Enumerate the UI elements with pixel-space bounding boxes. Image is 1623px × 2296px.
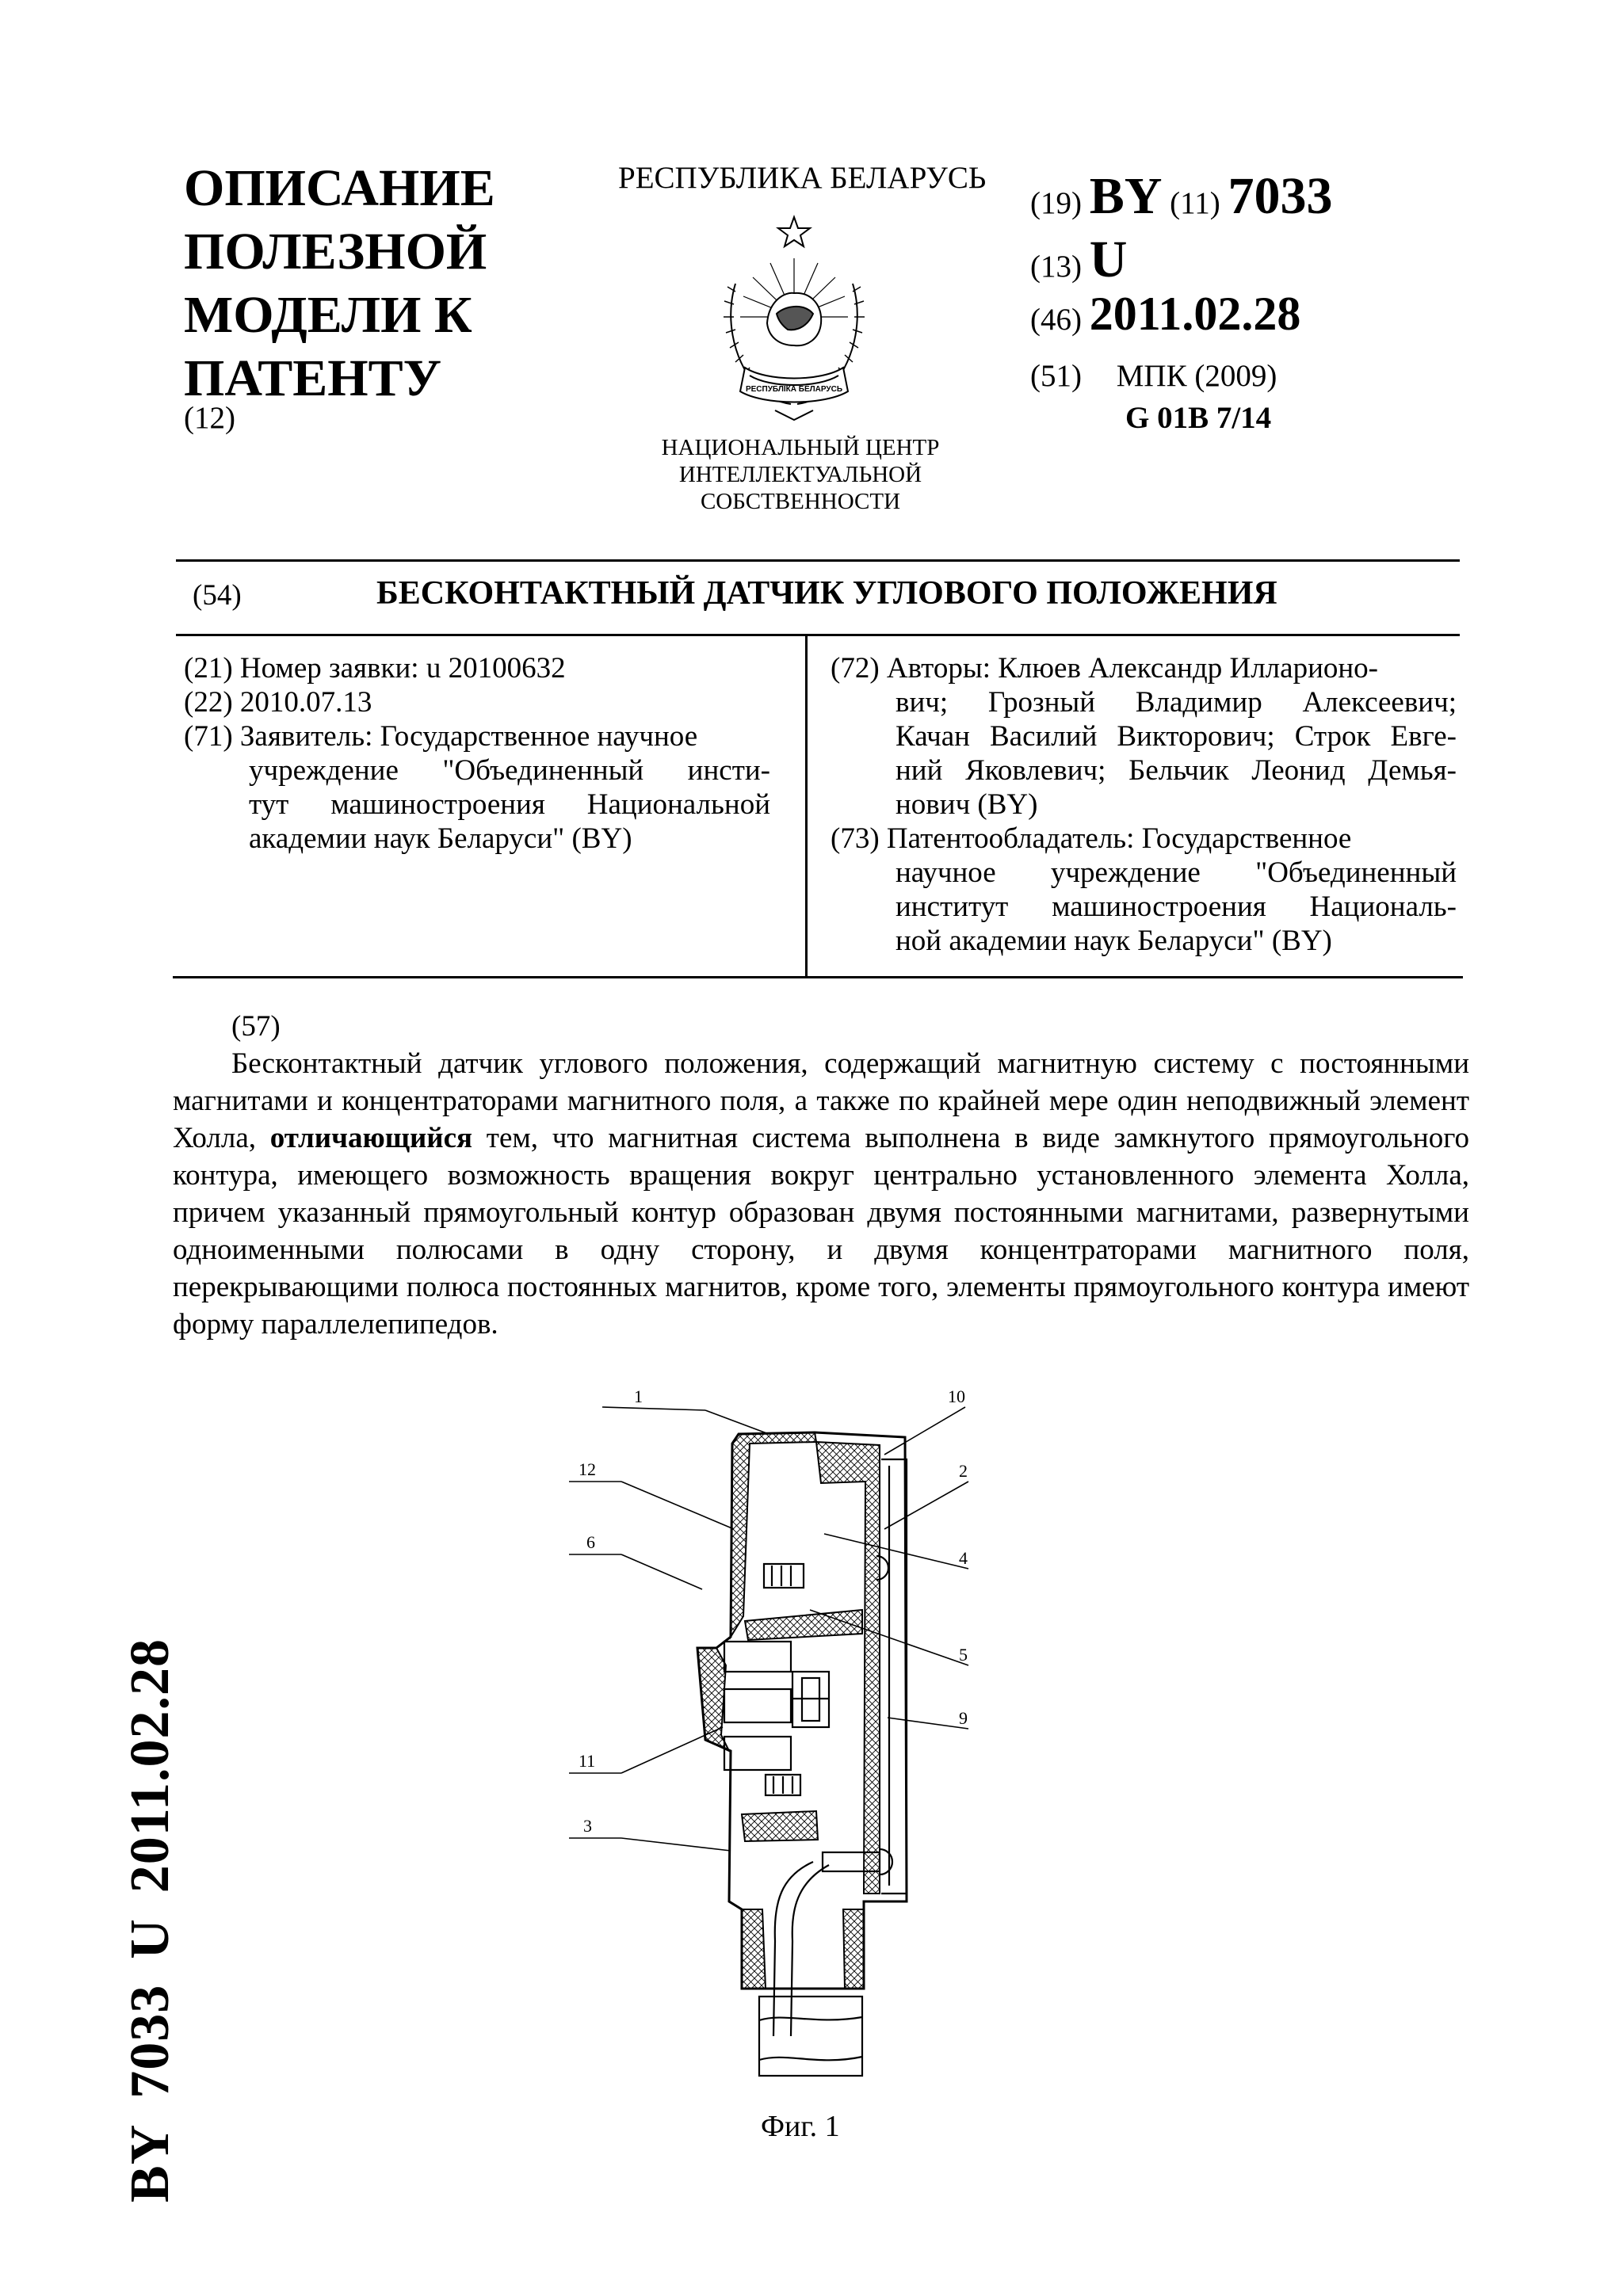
code-12: (12) (184, 401, 235, 435)
field-71-line: академии наук Беларуси" (BY) (249, 822, 632, 855)
state-emblem (712, 212, 876, 428)
ipc-version: МПК (2009) (1116, 359, 1277, 393)
abstract-text-start: Бесконтактный датчик углового положения, содержащий магнитную систему с постоянными магнитами и концентраторами магнитного поля, а также по крайней мере один неподвижный элемент Холла, (173, 1047, 1469, 1154)
document-title (184, 157, 495, 410)
bib-row-51 (1030, 358, 1277, 394)
center-line: ИНТЕЛЛЕКТУАЛЬНОЙ (678, 462, 922, 487)
field-22: (22) 2010.07.13 (184, 686, 372, 719)
figure-label-9: 9 (959, 1708, 968, 1728)
code-57: (57) (231, 1010, 281, 1043)
emblem-ribbon-text: РЕСПУБЛІКА БЕЛАРУСЬ (745, 385, 843, 394)
abstract (173, 1008, 1469, 1343)
country-code: BY (1089, 167, 1163, 225)
code-11: (11) (1170, 186, 1220, 220)
bib-row-19-11 (1030, 166, 1332, 227)
right-fields (831, 651, 1457, 958)
patent-number: 7033 (1228, 167, 1333, 225)
side-date: 2011.02.28 (120, 1638, 181, 1894)
bib-row-46 (1030, 287, 1300, 341)
figure-label-12: 12 (579, 1459, 596, 1479)
bib-row-ipc-class (1125, 400, 1271, 436)
column-divider (805, 635, 808, 978)
ipc-class: G 01B 7/14 (1125, 401, 1272, 435)
figure-label-4: 4 (959, 1548, 968, 1568)
field-72-line: Качан Василий Викторович; Строк Евге- (896, 720, 1457, 753)
invention-title: БЕСКОНТАКТНЫЙ ДАТЧИК УГЛОВОГО ПОЛОЖЕНИЯ (376, 575, 1277, 612)
field-73-line: ной академии наук Беларуси" (BY) (896, 925, 1332, 957)
code-51: (51) (1030, 359, 1082, 393)
figure-label-11: 11 (579, 1751, 596, 1771)
figure-label-2: 2 (959, 1461, 968, 1481)
abstract-text-bold: отличающийся (269, 1122, 473, 1154)
field-71-line: учреждение "Объединенный инсти- (249, 754, 770, 787)
code-19: (19) (1030, 186, 1082, 220)
publication-date: 2011.02.28 (1089, 288, 1301, 340)
side-kind: U (120, 1918, 181, 1959)
field-72: (72) Авторы: Клюев Александр Илларионо- (831, 652, 1378, 685)
figure-label-6: 6 (586, 1532, 595, 1552)
field-73-line: научное учреждение "Объединенный (896, 856, 1457, 889)
center-line: НАЦИОНАЛЬНЫЙ ЦЕНТР (661, 435, 940, 460)
code-54: (54) (193, 579, 242, 612)
figure-label-5: 5 (959, 1645, 968, 1665)
field-73: (73) Патентообладатель: Государственное (831, 822, 1352, 855)
field-72-line: нович (BY) (896, 788, 1038, 821)
side-number: 7033 (120, 1984, 181, 2099)
kind-code: U (1089, 231, 1128, 288)
side-document-id (119, 1613, 182, 2203)
left-fields (184, 651, 770, 856)
figure-caption: Фиг. 1 (761, 2110, 840, 2143)
center-line: СОБСТВЕННОСТИ (700, 489, 901, 514)
divider-top (176, 559, 1460, 562)
side-country: BY (120, 2123, 181, 2203)
document-title-line: МОДЕЛИ К (184, 286, 472, 344)
field-72-line: вич; Грозный Владимир Алексеевич; (896, 686, 1457, 719)
abstract-text-end: тем, что магнитная система выполнена в виде замкнутого прямоугольного контура, имеющего возможность вращения вокруг центрально установленного элемента Холла, причем указанный прямоугольный контур образован двумя постоянными магнитами, развернутыми одноименными полюсами в одну сторону, и двумя концентраторами магнитного поля, перекрывающими полюса постоянных магнитов, кроме того, элементы прямоугольного контура имеют форму параллелепипедов. (173, 1122, 1469, 1341)
field-71-line: тут машиностроения Национальной (249, 788, 770, 821)
national-center (618, 434, 983, 515)
code-46: (46) (1030, 303, 1082, 337)
field-21: (21) Номер заявки: u 20100632 (184, 652, 566, 685)
document-title-line: ПАТЕНТУ (184, 349, 442, 407)
bib-row-13 (1030, 230, 1127, 290)
field-71: (71) Заявитель: Государственное научное (184, 720, 698, 753)
document-title-line: ОПИСАНИЕ (184, 159, 495, 217)
republic-name: РЕСПУБЛИКА БЕЛАРУСЬ (618, 161, 987, 195)
figure-1-drawing (555, 1386, 983, 2084)
figure-label-10: 10 (948, 1386, 965, 1406)
code-13: (13) (1030, 250, 1082, 284)
document-title-line: ПОЛЕЗНОЙ (184, 223, 487, 280)
figure-label-1: 1 (634, 1386, 643, 1406)
field-72-line: ний Яковлевич; Бельчик Леонид Демья- (896, 754, 1457, 787)
figure-label-3: 3 (583, 1816, 592, 1836)
divider-title-bottom (176, 634, 1460, 636)
divider-fields-bottom (173, 976, 1463, 978)
field-73-line: институт машиностроения Националь- (896, 891, 1457, 923)
abstract-text (173, 1045, 1469, 1343)
